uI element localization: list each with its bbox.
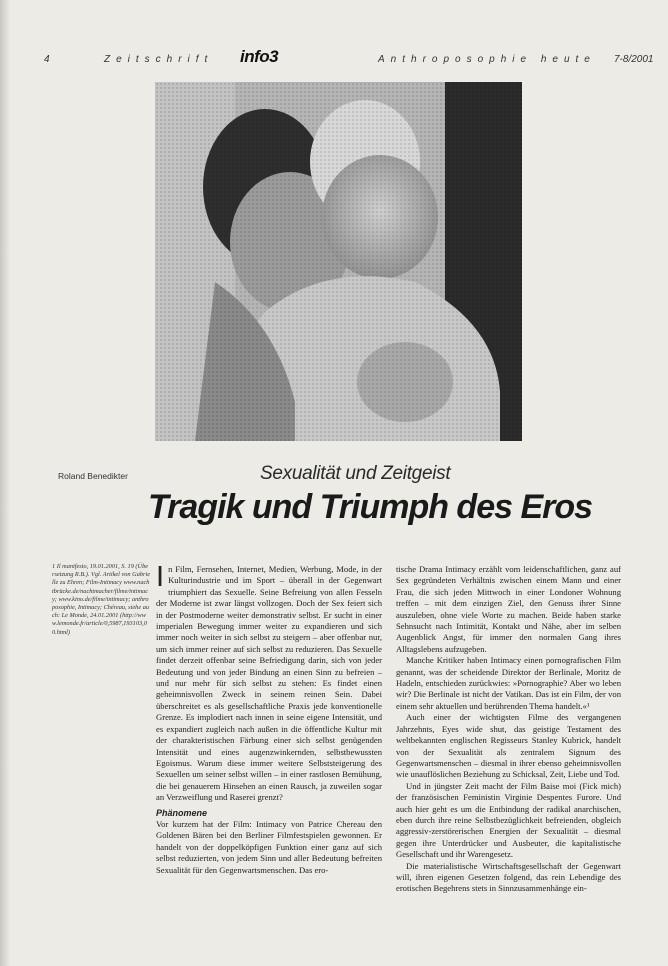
paragraph: Die materialistische Wirtschaftsgesellschaft der Gegenwart will, ihren eigenen Gesetzen folgend, das rein Lebendige des erotischen Begehrens stets in Sinnzusammenhänge ein- xyxy=(396,860,621,894)
paragraph: Vor kurzem hat der Film: Intimacy von Patrice Chereau den Goldenen Bären bei den Berliner Filmfestspielen gewonnen. Er handelt von der doppelköpfigen Funktion einer ganz auf sich selbst reduzierten, von jedem Sinn und aller Bedeutung befreiten Sexualität für den Gegenwartsmenschen. Das ero- xyxy=(156,818,382,875)
drop-cap: I xyxy=(156,561,165,593)
magazine-logo: info3 xyxy=(240,47,279,66)
photo-illustration xyxy=(155,82,522,441)
header-magazine-label: Zeitschrift xyxy=(104,54,214,65)
article-photo xyxy=(155,82,522,441)
article-column-2 xyxy=(396,564,621,895)
paragraph: Und in jüngster Zeit macht der Film Baise moi (Fick mich) der französischen Feministin Virginie Despentes Furore. Und auch hier geht es um die Entbindung der radikal anarchischen, eben durch ihre reine Selbstbezüglichkeit befreienden, obgleich aggressiv-zerstörerischen Energien der Sexualität – diesmal gegen ihre Unterdrücker und Ausbeuter, die kapitalistische Gesellschaft und ihr Warengesetz. xyxy=(396,780,621,860)
page-edge-shadow xyxy=(0,0,10,966)
page-number: 4 xyxy=(44,54,50,65)
article-author: Roland Benedikter xyxy=(58,471,128,481)
paragraph-text: n Film, Fernsehen, Internet, Medien, Werbung, Mode, in der Kulturindustrie und im Sport – überall in der Gegenwart triumphiert das Sexuelle. Seine Befreiung von allen Fesseln der Moderne ist zwar längst vollzogen. Doch der Sex feiert sich in der Postmoderne weiter demonstrativ selbst. Er sucht in einer imperialen Bewegung immer weiter zu expandieren und sich immer noch weiter in sich selbst zu steigern – aber offenbar nur, um sich immer reiner auf sich selbst zu reduzieren. Das Sexuelle findet derzeit offenbar seine Befriedigung darin, sich von jeder Bedeutung und von jeder Bindung an einen Sinn zu befreien – und nur mehr für sich selbst zu stehen: Es findet einen geheimnisvollen Zweck in seinem reinen Sein. Dabei überschreitet es als gesellschaftliche Praxis jede konventionelle Grenze. Es implodiert nach innen in seine eigene Intensität, und es expandiert zugleich nach außen in die öffentliche Kultur mit der charakteristischen Färbung einer sich selbst genügenden Intensität und eines augenzwinkernden, selbstbewussten Egoismus. Warum diese immer weitere Selbststeigerung des Sexuellen um seiner selbst willen – in einer rastlosen Bemühung, die bei genauerem Hinsehen an einen Rausch, ja zuweilen sogar an Verzweiflung und Raserei grenzt? xyxy=(156,564,382,803)
issue-date: 7-8/2001 xyxy=(614,54,654,65)
header-section-label: Anthroposophie heute xyxy=(378,54,596,65)
footnote: 1 Il manifesto, 19.01.2001, S. 19 (Übersetzung R.B.). Vgl. Artikel von Gabrielle zu Ehren; Film-Intimacy www.nachtbrücke.de/nachtmacher/filme/intimacy; www.kino.de/filme/intimacy; anthroposophie, Intimacy; Chéreau, siehe auch: Le Monde, 24.01.2001 (http://www.lemonde.fr/article/0,5987,193103,00.html) xyxy=(52,563,150,636)
running-header xyxy=(0,47,668,72)
article-column-1 xyxy=(156,561,382,876)
paragraph: tische Drama Intimacy erzählt vom leidenschaftlichen, ganz auf Sex gegründeten Verhältnis zwischen einem Mann und einer Frau, die sich jeden Mittwoch in einer Londoner Wohnung treffen – mit dem einzigen Ziel, den Genuss ihrer Sinne auszuleben, ohne viele Worte zu machen. Beide haben starke Sehnsucht nach Intimität, Kontakt und Nähe, aber im selben Augenblick Angst, für immer den normalen Gang ihres Alltagslebens aufzugeben. xyxy=(396,564,621,654)
article-subtitle: Sexualität und Zeitgeist xyxy=(260,463,451,484)
paragraph: Manche Kritiker haben Intimacy einen pornografischen Film genannt, was der scheidende Direktor der Berlinale, Moritz de Hadeln, entschieden zurückwies: »Pornographie? Aber wo leben wir? Die Berlinale ist nicht der Vatikan. Das ist ein Film, der von einem sehr aktuellen und berührenden Thema handelt.«¹ xyxy=(396,655,621,711)
section-heading: Phänomene xyxy=(156,807,208,818)
paragraph: Auch einer der wichtigsten Filme des vergangenen Jahrzehnts, Eyes wide shut, das geistige Testament des weltbekannten englischen Regisseurs Stanley Kubrick, handelt von der Sexualität als zentralem Signum des Gegenwartsmenschen – diesmal in ihrer ebenso geheimnisvollen wie unauflöslichen Beziehung zu Schicksal, Zeit, Liebe und Tod. xyxy=(396,712,621,780)
paragraph xyxy=(156,561,382,804)
article-title: Tragik und Triumph des Eros xyxy=(148,488,593,526)
